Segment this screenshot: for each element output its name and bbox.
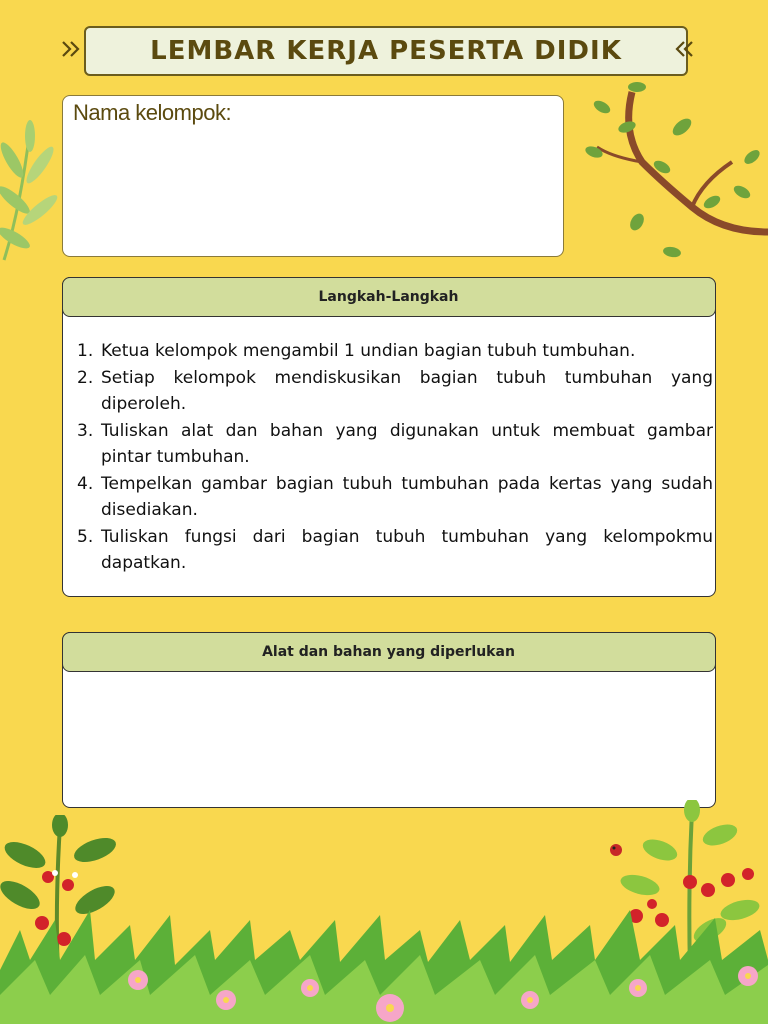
- step-item: 4. Tempelkan gambar bagian tubuh tumbuhan pada kertas yang sudah disediakan.: [77, 473, 713, 520]
- tools-panel[interactable]: [62, 632, 716, 808]
- group-name-label: Nama kelompok:: [73, 100, 232, 125]
- tree-branch-icon: [582, 82, 768, 272]
- page-title: LEMBAR KERJA PESERTA DIDIK: [150, 36, 622, 66]
- chevron-left-icon: [60, 37, 84, 61]
- step-item: 2. Setiap kelompok mendiskusikan bagian tubuh tumbuhan yang diperoleh.: [77, 367, 713, 414]
- ladybug-icon: [610, 844, 622, 856]
- steps-list: [77, 338, 713, 577]
- leaf-plant-icon: [0, 120, 60, 265]
- grass-flower-icon: [0, 900, 768, 1024]
- step-item: 1. Ketua kelompok mengambil 1 undian bagian tubuh tumbuhan.: [77, 341, 636, 361]
- chevron-right-icon: [664, 37, 704, 61]
- steps-panel: [62, 277, 716, 597]
- steps-heading: Langkah-Langkah: [62, 277, 716, 317]
- step-item: 3. Tuliskan alat dan bahan yang digunakan untuk membuat gambar pintar tumbuhan.: [77, 420, 713, 467]
- tools-heading: Alat dan bahan yang diperlukan: [62, 632, 716, 672]
- title-banner: [84, 26, 688, 76]
- group-name-box[interactable]: [62, 95, 564, 257]
- step-item: 5. Tuliskan fungsi dari bagian tubuh tumbuhan yang kelompokmu dapatkan.: [77, 526, 713, 573]
